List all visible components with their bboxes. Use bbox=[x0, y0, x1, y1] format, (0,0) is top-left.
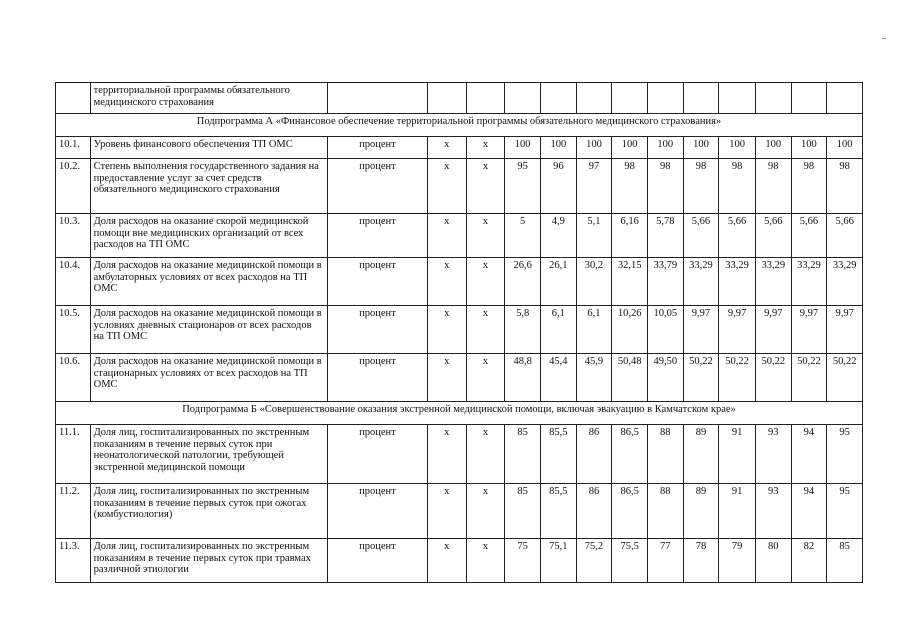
value-cell: 6,16 bbox=[612, 214, 648, 258]
value-cell: 78 bbox=[683, 539, 719, 583]
unit-cell: процент bbox=[328, 484, 428, 539]
value-cell: 96 bbox=[540, 159, 576, 214]
value-cell: 50,22 bbox=[755, 354, 791, 402]
value-cell: 48,8 bbox=[505, 354, 541, 402]
value-cell: 95 bbox=[827, 425, 863, 484]
value-cell: 33,29 bbox=[719, 258, 756, 306]
unit-cell: процент bbox=[328, 306, 428, 354]
value-cell: 85 bbox=[505, 484, 541, 539]
value-cell: 33,29 bbox=[827, 258, 863, 306]
baseline-cell: х bbox=[466, 354, 505, 402]
table-row bbox=[56, 306, 863, 354]
value-cell: 82 bbox=[791, 539, 827, 583]
baseline-cell: х bbox=[427, 159, 466, 214]
value-cell: 93 bbox=[755, 484, 791, 539]
value-cell: 6,1 bbox=[576, 306, 612, 354]
value-cell: 5,8 bbox=[505, 306, 541, 354]
value-cell: 50,22 bbox=[683, 354, 719, 402]
value-cell: 80 bbox=[755, 539, 791, 583]
indicator-name: Доля лиц, госпитализированных по экстренным показаниям в течение первых суток при неонатологической патологии, требующей экстренной медицинской помощи bbox=[90, 425, 327, 484]
row-number bbox=[56, 83, 91, 114]
indicator-name: территориальной программы обязательного медицинского страхования bbox=[90, 83, 327, 114]
indicator-name: Доля расходов на оказание скорой медицинской помощи вне медицинских организаций от всех расходов на ТП ОМС bbox=[90, 214, 327, 258]
value-cell: 98 bbox=[612, 159, 648, 214]
baseline-cell: х bbox=[427, 214, 466, 258]
value-cell: 98 bbox=[683, 159, 719, 214]
value-cell: 5,1 bbox=[576, 214, 612, 258]
baseline-cell: х bbox=[427, 354, 466, 402]
baseline-cell: х bbox=[466, 159, 505, 214]
value-cell: 100 bbox=[719, 137, 756, 159]
unit-cell: процент bbox=[328, 159, 428, 214]
row-number: 10.3. bbox=[56, 214, 91, 258]
value-cell: 91 bbox=[719, 484, 756, 539]
value-cell: 33,79 bbox=[647, 258, 683, 306]
continuation-row bbox=[56, 83, 863, 114]
value-cell: 32,15 bbox=[612, 258, 648, 306]
value-cell: 86 bbox=[576, 425, 612, 484]
unit-cell: процент bbox=[328, 214, 428, 258]
value-cell: 9,97 bbox=[719, 306, 756, 354]
value-cell: 100 bbox=[647, 137, 683, 159]
value-cell: 10,26 bbox=[612, 306, 648, 354]
row-number: 11.1. bbox=[56, 425, 91, 484]
value-cell: 49,50 bbox=[647, 354, 683, 402]
unit-cell: процент bbox=[328, 354, 428, 402]
scan-artifact bbox=[882, 38, 886, 39]
value-cell: 89 bbox=[683, 484, 719, 539]
value-cell: 88 bbox=[647, 484, 683, 539]
value-cell: 45,9 bbox=[576, 354, 612, 402]
table-row bbox=[56, 425, 863, 484]
row-number: 10.4. bbox=[56, 258, 91, 306]
value-cell: 100 bbox=[612, 137, 648, 159]
row-number: 10.1. bbox=[56, 137, 91, 159]
value-cell: 26,6 bbox=[505, 258, 541, 306]
baseline-cell: х bbox=[427, 425, 466, 484]
value-cell: 94 bbox=[791, 484, 827, 539]
value-cell: 33,29 bbox=[755, 258, 791, 306]
indicator-name: Доля расходов на оказание медицинской помощи в условиях дневных стационаров от всех расходов на ТП ОМС bbox=[90, 306, 327, 354]
row-number: 10.2. bbox=[56, 159, 91, 214]
subprogram-header-row bbox=[56, 402, 863, 425]
value-cell: 4,9 bbox=[540, 214, 576, 258]
value-cell: 45,4 bbox=[540, 354, 576, 402]
unit-cell: процент bbox=[328, 539, 428, 583]
value-cell: 5 bbox=[505, 214, 541, 258]
value-cell: 5,66 bbox=[791, 214, 827, 258]
value-cell: 100 bbox=[827, 137, 863, 159]
value-cell: 86 bbox=[576, 484, 612, 539]
table-row bbox=[56, 159, 863, 214]
value-cell: 88 bbox=[647, 425, 683, 484]
indicator-name: Степень выполнения государственного задания на предоставление услуг за счет средств обязательного медицинского страхования bbox=[90, 159, 327, 214]
value-cell: 86,5 bbox=[612, 425, 648, 484]
row-number: 11.3. bbox=[56, 539, 91, 583]
row-number: 10.5. bbox=[56, 306, 91, 354]
table-row bbox=[56, 258, 863, 306]
baseline-cell: х bbox=[427, 539, 466, 583]
unit-cell: процент bbox=[328, 425, 428, 484]
value-cell: 10,05 bbox=[647, 306, 683, 354]
value-cell: 6,1 bbox=[540, 306, 576, 354]
value-cell: 9,97 bbox=[755, 306, 791, 354]
value-cell: 98 bbox=[647, 159, 683, 214]
table-row bbox=[56, 484, 863, 539]
value-cell: 91 bbox=[719, 425, 756, 484]
value-cell: 77 bbox=[647, 539, 683, 583]
unit-cell: процент bbox=[328, 258, 428, 306]
baseline-cell: х bbox=[466, 137, 505, 159]
value-cell: 95 bbox=[505, 159, 541, 214]
value-cell: 100 bbox=[505, 137, 541, 159]
value-cell: 75,1 bbox=[540, 539, 576, 583]
value-cell: 50,22 bbox=[827, 354, 863, 402]
value-cell: 85,5 bbox=[540, 484, 576, 539]
value-cell: 50,48 bbox=[612, 354, 648, 402]
value-cell: 33,29 bbox=[791, 258, 827, 306]
value-cell: 5,66 bbox=[719, 214, 756, 258]
value-cell: 98 bbox=[791, 159, 827, 214]
value-cell: 100 bbox=[576, 137, 612, 159]
indicator-name: Доля расходов на оказание медицинской помощи в амбулаторных условиях от всех расходов на ТП ОМС bbox=[90, 258, 327, 306]
value-cell: 89 bbox=[683, 425, 719, 484]
value-cell: 97 bbox=[576, 159, 612, 214]
indicator-name: Уровень финансового обеспечения ТП ОМС bbox=[90, 137, 327, 159]
value-cell: 100 bbox=[791, 137, 827, 159]
value-cell: 50,22 bbox=[719, 354, 756, 402]
subprogram-header-row bbox=[56, 114, 863, 137]
value-cell: 85,5 bbox=[540, 425, 576, 484]
baseline-cell: х bbox=[466, 539, 505, 583]
table-row bbox=[56, 539, 863, 583]
value-cell: 5,66 bbox=[755, 214, 791, 258]
value-cell: 85 bbox=[505, 425, 541, 484]
value-cell: 9,97 bbox=[791, 306, 827, 354]
value-cell: 5,66 bbox=[683, 214, 719, 258]
baseline-cell: х bbox=[427, 306, 466, 354]
baseline-cell: х bbox=[466, 306, 505, 354]
indicator-name: Доля расходов на оказание медицинской помощи в стационарных условиях от всех расходов на ТП ОМС bbox=[90, 354, 327, 402]
value-cell: 93 bbox=[755, 425, 791, 484]
indicator-name: Доля лиц, госпитализированных по экстренным показаниям в течение первых суток при травмах различной этиологии bbox=[90, 539, 327, 583]
value-cell: 26,1 bbox=[540, 258, 576, 306]
baseline-cell: х bbox=[466, 214, 505, 258]
value-cell: 75,5 bbox=[612, 539, 648, 583]
value-cell: 85 bbox=[827, 539, 863, 583]
value-cell: 94 bbox=[791, 425, 827, 484]
value-cell: 75,2 bbox=[576, 539, 612, 583]
value-cell: 9,97 bbox=[827, 306, 863, 354]
value-cell: 100 bbox=[540, 137, 576, 159]
value-cell: 9,97 bbox=[683, 306, 719, 354]
value-cell: 79 bbox=[719, 539, 756, 583]
value-cell: 33,29 bbox=[683, 258, 719, 306]
subprogram-title: Подпрограмма Б «Совершенствование оказания экстренной медицинской помощи, включая эвакуацию в Камчатском крае» bbox=[56, 402, 863, 425]
value-cell: 98 bbox=[755, 159, 791, 214]
value-cell: 50,22 bbox=[791, 354, 827, 402]
table-row bbox=[56, 137, 863, 159]
row-number: 11.2. bbox=[56, 484, 91, 539]
baseline-cell: х bbox=[427, 484, 466, 539]
value-cell: 5,66 bbox=[827, 214, 863, 258]
value-cell: 100 bbox=[755, 137, 791, 159]
baseline-cell: х bbox=[466, 258, 505, 306]
baseline-cell: х bbox=[466, 484, 505, 539]
value-cell: 98 bbox=[827, 159, 863, 214]
value-cell: 5,78 bbox=[647, 214, 683, 258]
value-cell: 95 bbox=[827, 484, 863, 539]
baseline-cell: х bbox=[427, 137, 466, 159]
baseline-cell: х bbox=[466, 425, 505, 484]
value-cell: 86,5 bbox=[612, 484, 648, 539]
value-cell: 100 bbox=[683, 137, 719, 159]
value-cell: 98 bbox=[719, 159, 756, 214]
baseline-cell: х bbox=[427, 258, 466, 306]
table-row bbox=[56, 354, 863, 402]
row-number: 10.6. bbox=[56, 354, 91, 402]
unit-cell: процент bbox=[328, 137, 428, 159]
subprogram-title: Подпрограмма А «Финансовое обеспечение территориальной программы обязательного медицинского страхования» bbox=[56, 114, 863, 137]
table-row bbox=[56, 214, 863, 258]
indicators-table bbox=[55, 82, 863, 583]
value-cell: 75 bbox=[505, 539, 541, 583]
indicator-name: Доля лиц, госпитализированных по экстренным показаниям в течение первых суток при ожогах (комбустиология) bbox=[90, 484, 327, 539]
value-cell: 30,2 bbox=[576, 258, 612, 306]
